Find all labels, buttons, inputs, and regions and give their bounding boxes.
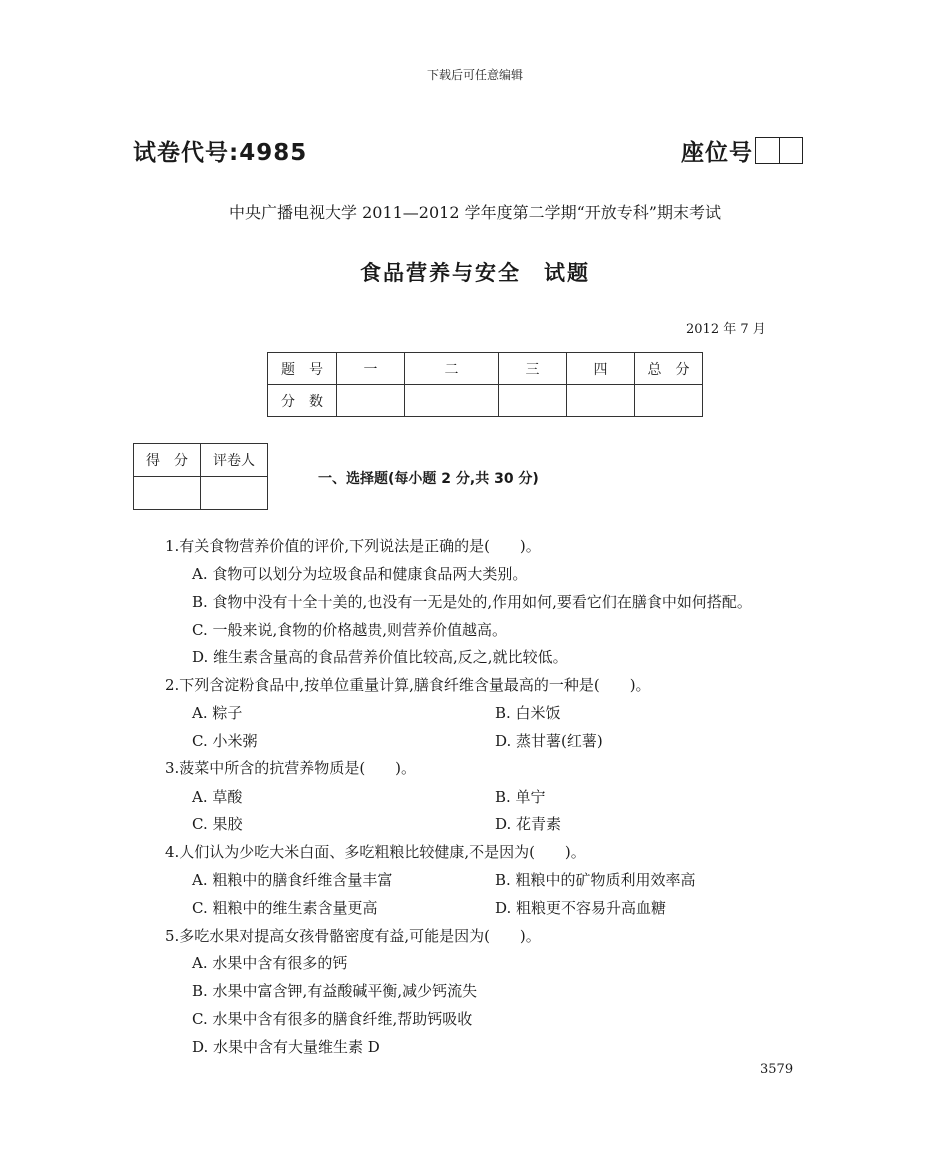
question-number-label: 题 号 <box>268 353 337 385</box>
score-label: 分 数 <box>268 385 337 417</box>
section-heading: 一、选择题(每小题 2 分,共 30 分) <box>318 471 539 487</box>
seat-label: 座位号 <box>681 140 753 166</box>
question-stem: 2.下列含淀粉食品中,按单位重量计算,膳食纤维含量最高的一种是( )。 <box>165 676 651 694</box>
exam-header: 中央广播电视大学 2011—2012 学年度第二学期“开放专科”期末考试 <box>229 203 721 222</box>
seat-box-cell <box>780 138 803 163</box>
score-cell <box>337 385 405 417</box>
column-header: 四 <box>567 353 635 385</box>
answer-option: D. 花青素 <box>495 815 562 833</box>
score-cell <box>134 477 201 510</box>
answer-option: A. 草酸 <box>192 788 243 806</box>
seat-number-boxes <box>755 137 803 164</box>
answer-option: B. 食物中没有十全十美的,也没有一无是处的,作用如何,要看它们在膳食中如何搭配。 <box>192 593 752 611</box>
score-table <box>267 352 703 417</box>
question-stem: 5.多吃水果对提高女孩骨骼密度有益,可能是因为( )。 <box>165 927 541 945</box>
grader-header: 评卷人 <box>201 444 268 477</box>
question-stem: 3.菠菜中所含的抗营养物质是( )。 <box>165 759 417 777</box>
grader-table-blank-row <box>134 477 268 510</box>
answer-option: D. 维生素含量高的食品营养价值比较高,反之,就比较低。 <box>192 648 568 666</box>
question-stem: 4.人们认为少吃大米白面、多吃粗粮比较健康,不是因为( )。 <box>165 843 586 861</box>
answer-option: D. 水果中含有大量维生素 D <box>192 1038 380 1056</box>
grader-table-header-row <box>134 444 268 477</box>
score-cell <box>567 385 635 417</box>
page-number: 3579 <box>760 1062 794 1077</box>
answer-option: C. 水果中含有很多的膳食纤维,帮助钙吸收 <box>192 1010 473 1028</box>
answer-option: A. 粗粮中的膳食纤维含量丰富 <box>192 871 393 889</box>
grader-table <box>133 443 268 510</box>
answer-option: D. 蒸甘薯(红薯) <box>495 732 603 750</box>
answer-option: C. 果胶 <box>192 815 243 833</box>
column-header: 一 <box>337 353 405 385</box>
exam-date: 2012 年 7 月 <box>686 322 766 337</box>
answer-option: B. 白米饭 <box>495 704 561 722</box>
score-cell <box>635 385 703 417</box>
answer-option: B. 粗粮中的矿物质利用效率高 <box>495 871 696 889</box>
answer-option: B. 水果中富含钾,有益酸碱平衡,减少钙流失 <box>192 982 478 1000</box>
exam-title: 食品营养与安全 试题 <box>360 261 590 285</box>
answer-option: C. 小米粥 <box>192 732 258 750</box>
column-header: 二 <box>405 353 499 385</box>
seat-box-cell <box>756 138 780 163</box>
answer-option: D. 粗粮更不容易升高血糖 <box>495 899 667 917</box>
answer-option: A. 粽子 <box>192 704 243 722</box>
grader-cell <box>201 477 268 510</box>
score-header: 得 分 <box>134 444 201 477</box>
score-cell <box>405 385 499 417</box>
paper-code: 试卷代号:4985 <box>133 140 308 166</box>
seat-number <box>681 134 803 167</box>
score-table-header-row <box>268 353 703 385</box>
answer-option: A. 水果中含有很多的钙 <box>192 954 348 972</box>
answer-option: C. 粗粮中的维生素含量更高 <box>192 899 378 917</box>
column-header: 总 分 <box>635 353 703 385</box>
score-table-score-row <box>268 385 703 417</box>
column-header: 三 <box>499 353 567 385</box>
score-cell <box>499 385 567 417</box>
answer-option: A. 食物可以划分为垃圾食品和健康食品两大类别。 <box>192 565 528 583</box>
question-stem: 1.有关食物营养价值的评价,下列说法是正确的是( )。 <box>165 537 541 555</box>
answer-option: B. 单宁 <box>495 788 546 806</box>
answer-option: C. 一般来说,食物的价格越贵,则营养价值越高。 <box>192 621 508 639</box>
download-note: 下载后可任意编辑 <box>426 68 523 82</box>
